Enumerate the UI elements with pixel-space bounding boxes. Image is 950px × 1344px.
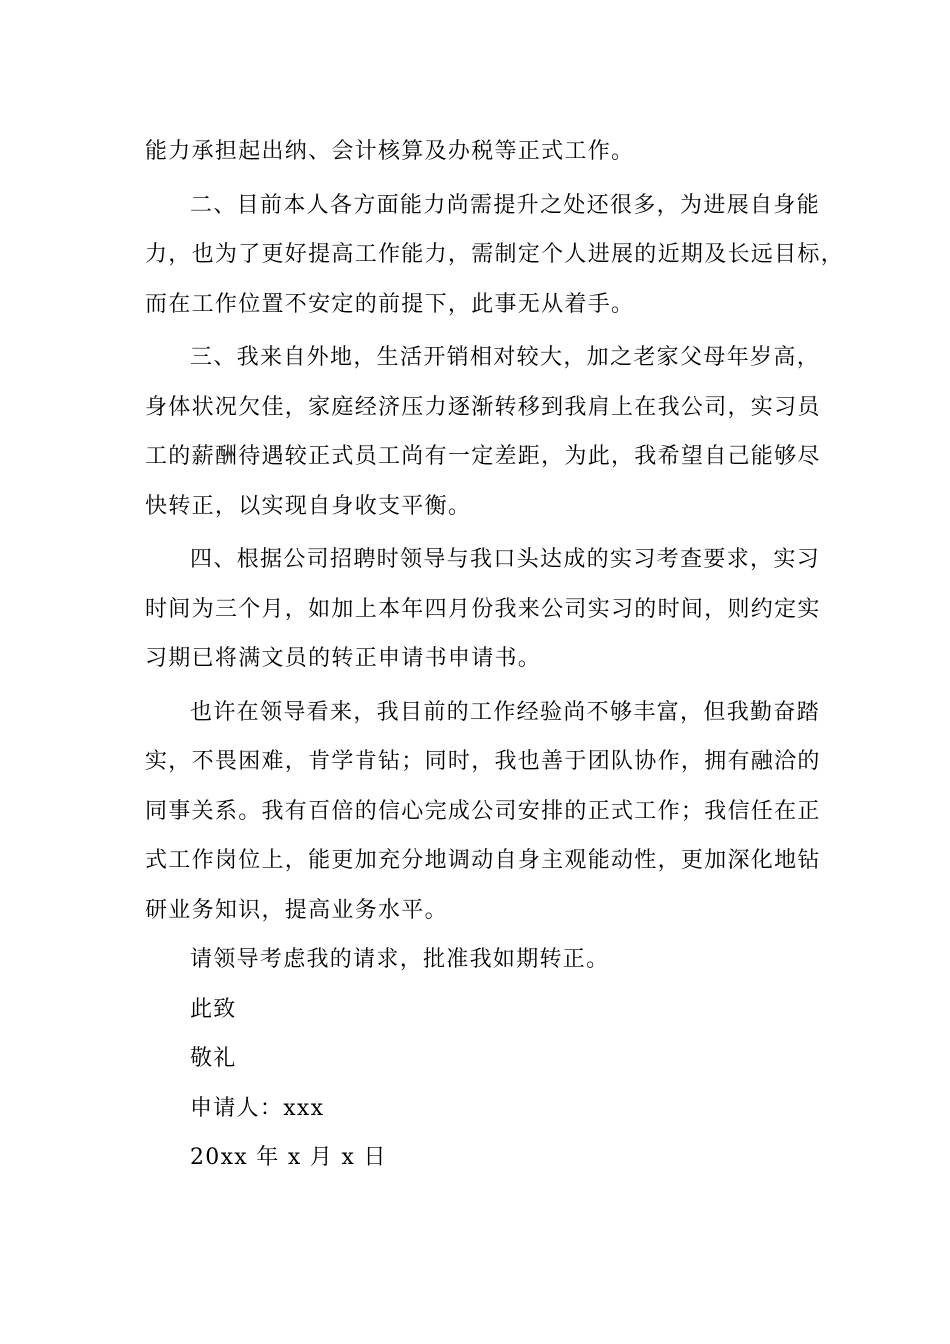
paragraph-line: 习期已将满文员的转正申请书申请书。 bbox=[145, 646, 542, 671]
paragraph-line: 快转正，以实现自身收支平衡。 bbox=[145, 493, 472, 519]
closing-salutation: 此致 bbox=[190, 996, 237, 1022]
paragraph-line: 身体状况欠佳，家庭经济压力逐渐转移到我肩上在我公司，实习员 bbox=[145, 394, 821, 420]
paragraph-line: 四、根据公司招聘时领导与我口头达成的实习考查要求，实习 bbox=[190, 547, 820, 572]
document-body bbox=[145, 127, 845, 1183]
applicant-signature: 申请人：xxx bbox=[190, 1095, 325, 1121]
paragraph-line: 也许在领导看来，我目前的工作经验尚不够丰富，但我勤奋踏 bbox=[190, 699, 820, 725]
paragraph-line: 同事关系。我有百倍的信心完成公司安排的正式工作；我信任在正 bbox=[145, 798, 821, 824]
paragraph-line: 能力承担起出纳、会计核算及办税等正式工作。 bbox=[145, 139, 635, 164]
paragraph-line: 三、我来自外地，生活开销相对较大，加之老家父母年岁高， bbox=[190, 345, 820, 370]
paragraph-line: 研业务知识，提高业务水平。 bbox=[145, 897, 448, 923]
paragraph-line: 而在工作位置不安定的前提下，此事无从着手。 bbox=[145, 291, 635, 317]
paragraph-line: 工的薪酬待遇较正式员工尚有一定差距，为此，我希望自己能够尽 bbox=[145, 444, 821, 469]
paragraph-line: 力，也为了更好提高工作能力，需制定个人进展的近期及长远目标， bbox=[145, 242, 845, 267]
paragraph-line: 实，不畏困难，肯学肯钻；同时，我也善于团队协作，拥有融洽的 bbox=[145, 749, 821, 774]
request-line: 请领导考虑我的请求，批准我如期转正。 bbox=[190, 947, 610, 972]
paragraph-line: 时间为三个月，如加上本年四月份我来公司实习的时间，则约定实 bbox=[145, 596, 821, 622]
document-date: 20xx 年 x 月 x 日 bbox=[190, 1145, 387, 1170]
closing-regards: 敬礼 bbox=[190, 1046, 237, 1071]
paragraph-line: 式工作岗位上，能更加充分地调动自身主观能动性，更加深化地钻 bbox=[145, 848, 821, 873]
paragraph-line: 二、目前本人各方面能力尚需提升之处还很多，为进展自身能 bbox=[190, 192, 820, 218]
